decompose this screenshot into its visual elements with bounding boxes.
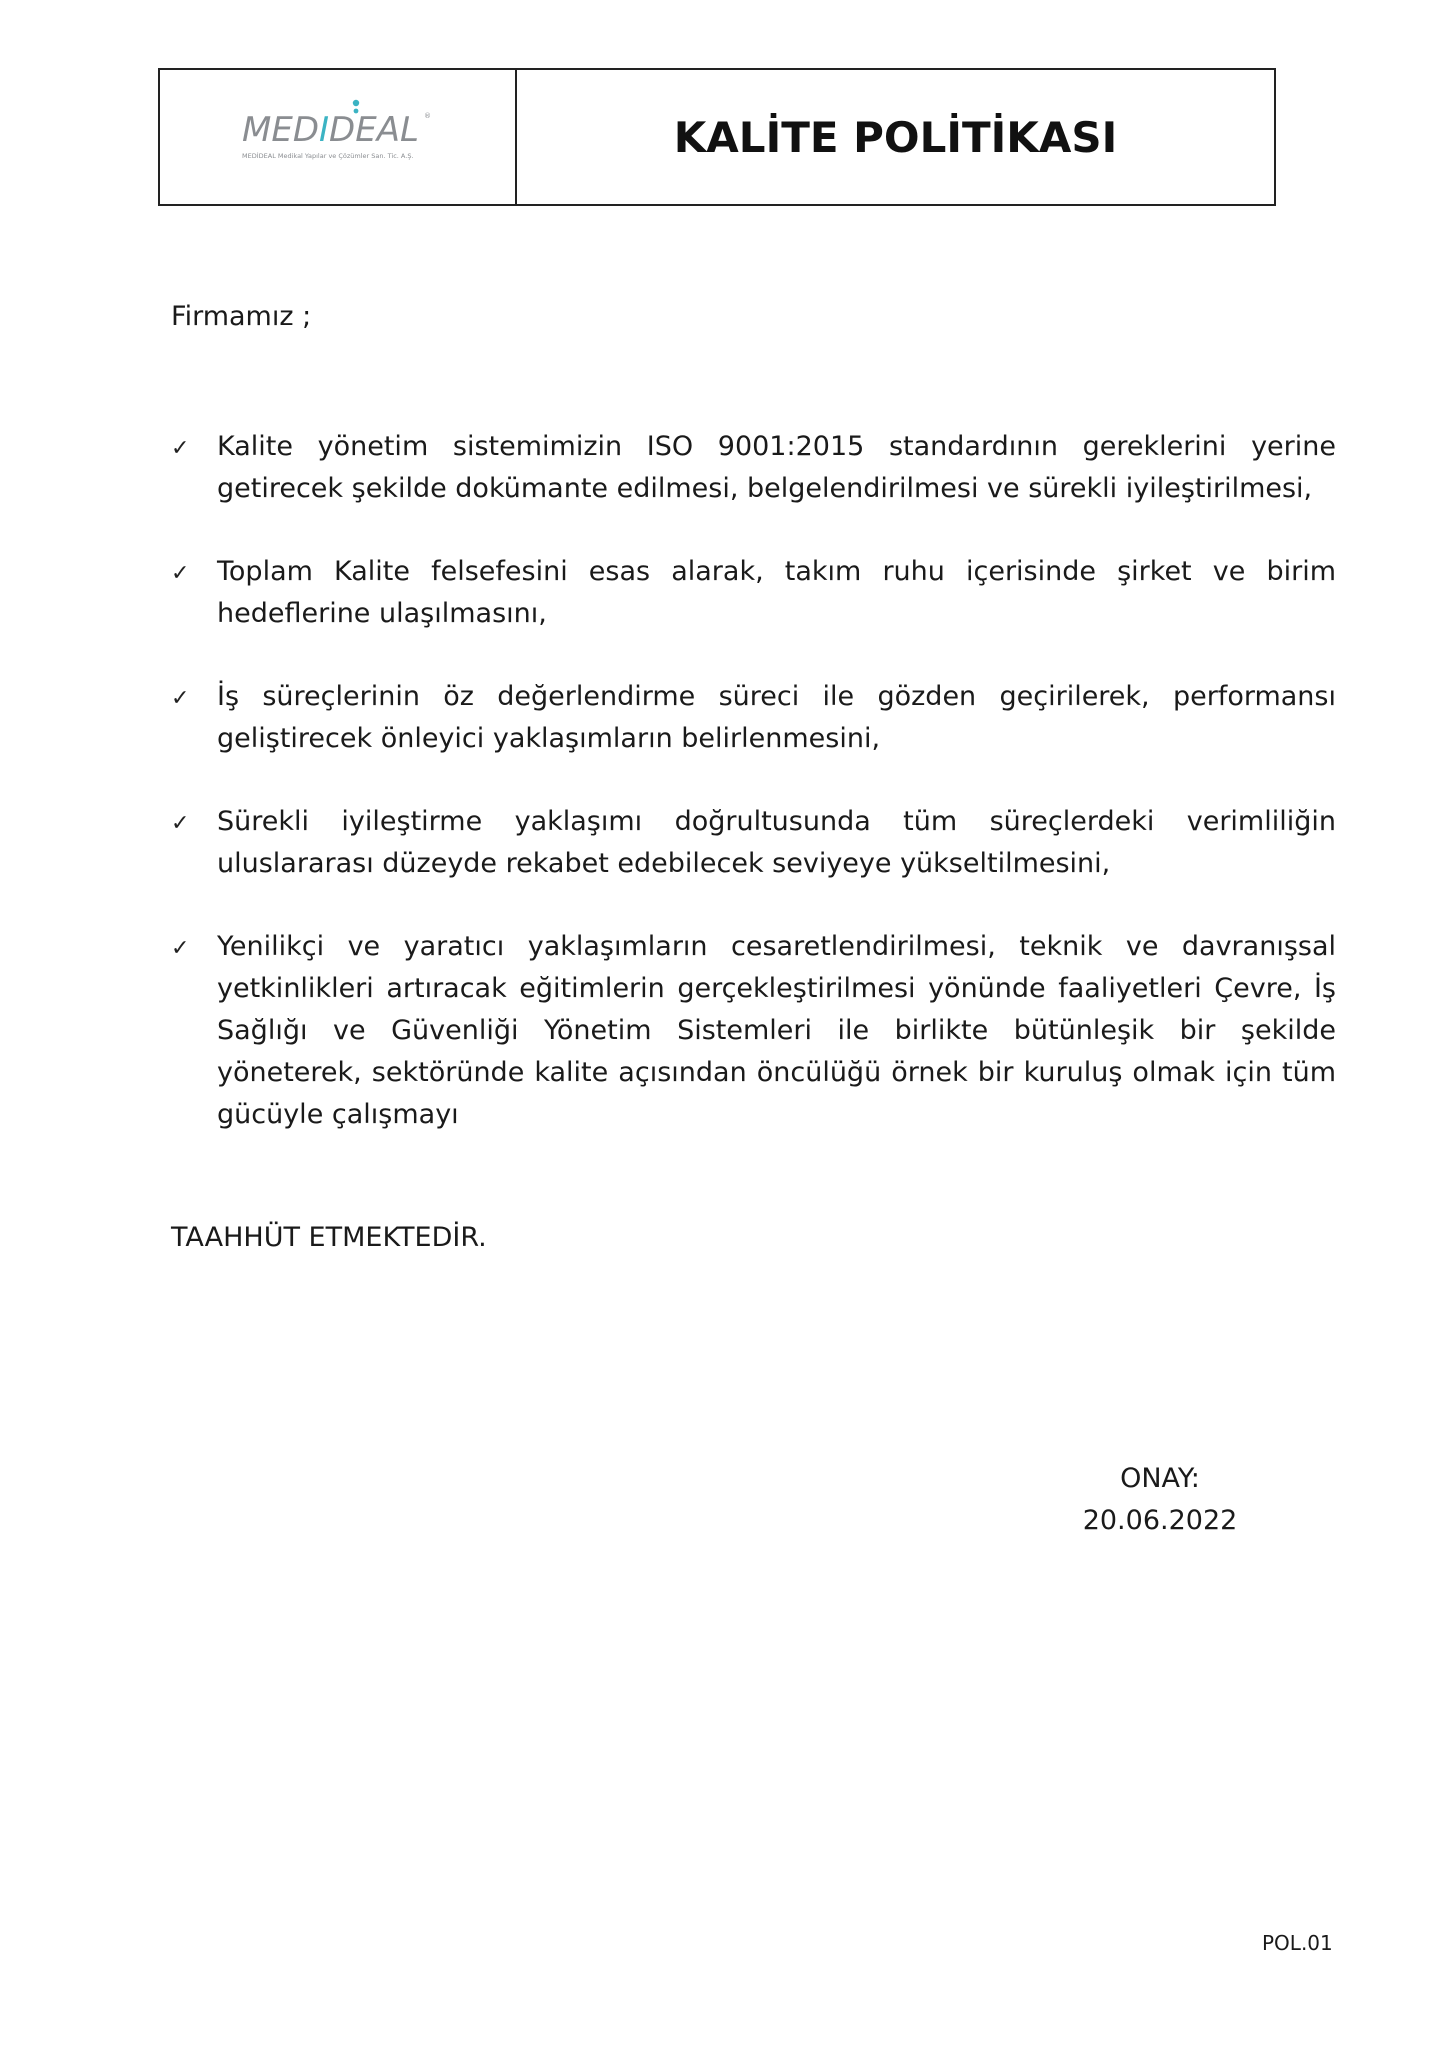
logo-registered-mark: ® xyxy=(424,112,431,120)
commitment-statement: TAAHHÜT ETMEKTEDİR. xyxy=(171,1222,487,1253)
approval-label: ONAY: xyxy=(1120,1463,1200,1494)
check-icon: ✓ xyxy=(171,436,190,461)
policy-item-text: Sürekli iyileştirme yaklaşımı doğrultusunda tüm süreçlerdeki verimliliğin uluslararası düzeyde rekabet edebilecek seviyeye yükseltilmesini, xyxy=(217,806,1336,879)
policy-item xyxy=(171,676,1336,760)
policy-item-text: Yenilikçi ve yaratıcı yaklaşımların cesaretlendirilmesi, teknik ve davranışsal yetkinlikleri artıracak eğitimlerin gerçekleştirilmesi yönünde faaliyetleri Çevre, İş Sağlığı ve Güvenliği Yönetim Sistemleri ile birlikte bütünleşik bir şekilde yöneterek, sektöründe kalite açısından öncülüğü örnek bir kuruluş olmak için tüm gücüyle çalışmayı xyxy=(217,931,1336,1130)
greeting: Firmamız ; xyxy=(171,301,312,332)
policy-item xyxy=(171,926,1336,1136)
approval-block xyxy=(1080,1458,1240,1542)
policy-item xyxy=(171,801,1336,885)
check-icon: ✓ xyxy=(171,811,190,836)
policy-item-text: İş süreçlerinin öz değerlendirme süreci ile gözden geçirilerek, performansı geliştirecek önleyici yaklaşımların belirlenmesini, xyxy=(217,681,1336,754)
logo-subtitle: MEDİDEAL Medikal Yapılar ve Çözümler San. Tic. A.Ş. xyxy=(242,152,414,160)
policy-list xyxy=(171,426,1336,1177)
policy-item xyxy=(171,551,1336,635)
document-header xyxy=(158,68,1276,206)
company-logo xyxy=(242,104,432,174)
policy-item xyxy=(171,426,1336,510)
title-cell xyxy=(517,70,1274,204)
document-code: POL.01 xyxy=(1262,1931,1333,1955)
approval-date: 20.06.2022 xyxy=(1082,1505,1238,1536)
logo-wordmark: MEDIDEAL xyxy=(242,110,419,150)
document-title: KALİTE POLİTİKASI xyxy=(673,112,1118,162)
check-icon: ✓ xyxy=(171,686,190,711)
policy-item-text: Toplam Kalite felsefesini esas alarak, takım ruhu içerisinde şirket ve birim hedeflerine ulaşılmasını, xyxy=(217,556,1336,629)
check-icon: ✓ xyxy=(171,561,190,586)
check-icon: ✓ xyxy=(171,936,190,961)
logo-cell xyxy=(160,70,517,204)
policy-item-text: Kalite yönetim sistemimizin ISO 9001:2015 standardının gereklerini yerine getirecek şekilde dokümante edilmesi, belgelendirilmesi ve sürekli iyileştirilmesi, xyxy=(217,431,1336,504)
